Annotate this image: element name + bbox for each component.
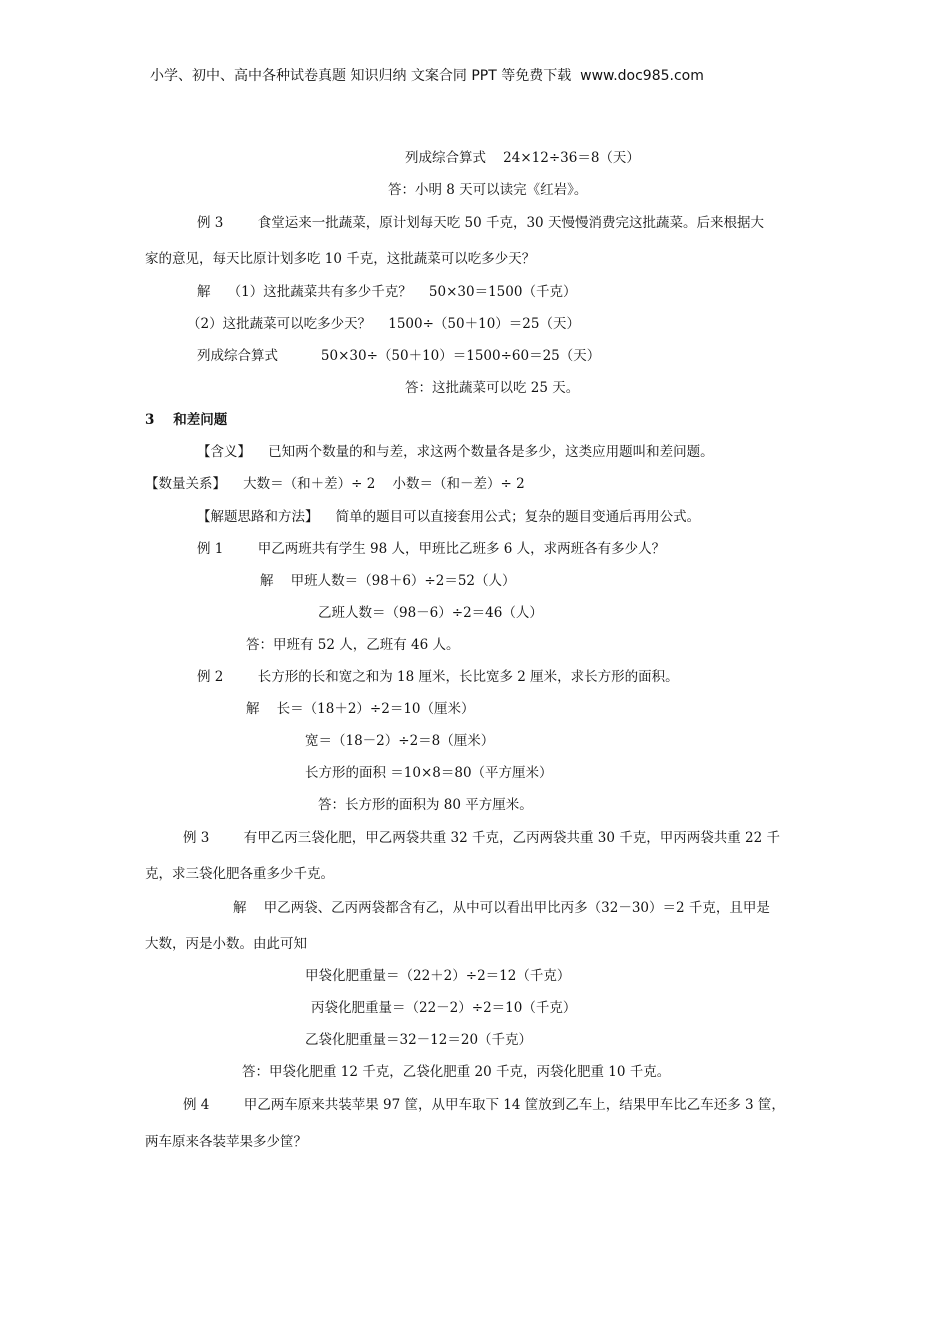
text-line: 甲袋化肥重量＝（22＋2）÷2＝12（千克） <box>305 968 571 984</box>
text-line: 【数量关系】 大数＝（和＋差）÷ 2 小数＝（和－差）÷ 2 <box>145 476 525 492</box>
text-line: 例 3 食堂运来一批蔬菜，原计划每天吃 50 千克，30 天慢慢消费完这批蔬菜。后来根据大 <box>197 215 764 231</box>
text-line: 列成综合算式 50×30÷（50＋10）＝1500÷60＝25（天） <box>197 348 601 364</box>
page-header: 小学、初中、高中各种试卷真题 知识归纳 文案合同 PPT 等免费下载 www.doc985.com <box>150 68 704 84</box>
text-line: 解 长＝（18＋2）÷2＝10（厘米） <box>246 701 475 717</box>
text-line: 例 1 甲乙两班共有学生 98 人，甲班比乙班多 6 人，求两班各有多少人？ <box>197 541 666 557</box>
text-line: 答：长方形的面积为 80 平方厘米。 <box>318 797 533 813</box>
text-line: 两车原来各装苹果多少筐？ <box>145 1134 307 1150</box>
text-line: 例 4 甲乙两车原来共装苹果 97 筐，从甲车取下 14 筐放到乙车上，结果甲车比乙车还多 3 筐， <box>183 1097 785 1113</box>
text-line: 家的意见，每天比原计划多吃 10 千克，这批蔬菜可以吃多少天？ <box>145 251 536 267</box>
text-line: 【解题思路和方法】 简单的题目可以直接套用公式；复杂的题目变通后再用公式。 <box>197 509 701 525</box>
text-line: 【含义】 已知两个数量的和与差，求这两个数量各是多少，这类应用题叫和差问题。 <box>197 444 714 460</box>
text-line: 宽＝（18－2）÷2＝8（厘米） <box>305 733 495 749</box>
text-line: 答：这批蔬菜可以吃 25 天。 <box>405 380 580 396</box>
text-line: 丙袋化肥重量＝（22－2）÷2＝10（千克） <box>311 1000 577 1016</box>
text-line: 答：小明 8 天可以读完《红岩》。 <box>388 182 588 198</box>
text-line: 乙班人数＝（98－6）÷2＝46（人） <box>318 605 543 621</box>
section-heading: 3 和差问题 <box>145 412 228 428</box>
text-line: 大数，丙是小数。由此可知 <box>145 936 307 952</box>
text-line: 解 （1）这批蔬菜共有多少千克？ 50×30＝1500（千克） <box>197 284 577 300</box>
text-line: 克，求三袋化肥各重多少千克。 <box>145 866 334 882</box>
text-line: （2）这批蔬菜可以吃多少天？ 1500÷（50＋10）＝25（天） <box>187 316 580 332</box>
text-line: 长方形的面积 ＝10×8＝80（平方厘米） <box>305 765 553 781</box>
text-line: 解 甲班人数＝（98＋6）÷2＝52（人） <box>260 573 516 589</box>
text-line: 乙袋化肥重量＝32－12＝20（千克） <box>305 1032 533 1048</box>
text-line: 例 2 长方形的长和宽之和为 18 厘米，长比宽多 2 厘米，求长方形的面积。 <box>197 669 679 685</box>
text-line: 解 甲乙两袋、乙丙两袋都含有乙，从中可以看出甲比丙多（32－30）＝2 千克，且甲是 <box>233 900 770 916</box>
text-line: 答：甲袋化肥重 12 千克，乙袋化肥重 20 千克，丙袋化肥重 10 千克。 <box>242 1064 671 1080</box>
text-line: 列成综合算式 24×12÷36＝8（天） <box>405 150 640 166</box>
text-line: 答：甲班有 52 人，乙班有 46 人。 <box>246 637 460 653</box>
text-line: 例 3 有甲乙丙三袋化肥，甲乙两袋共重 32 千克，乙丙两袋共重 30 千克，甲丙两袋共重 22 千 <box>183 830 780 846</box>
